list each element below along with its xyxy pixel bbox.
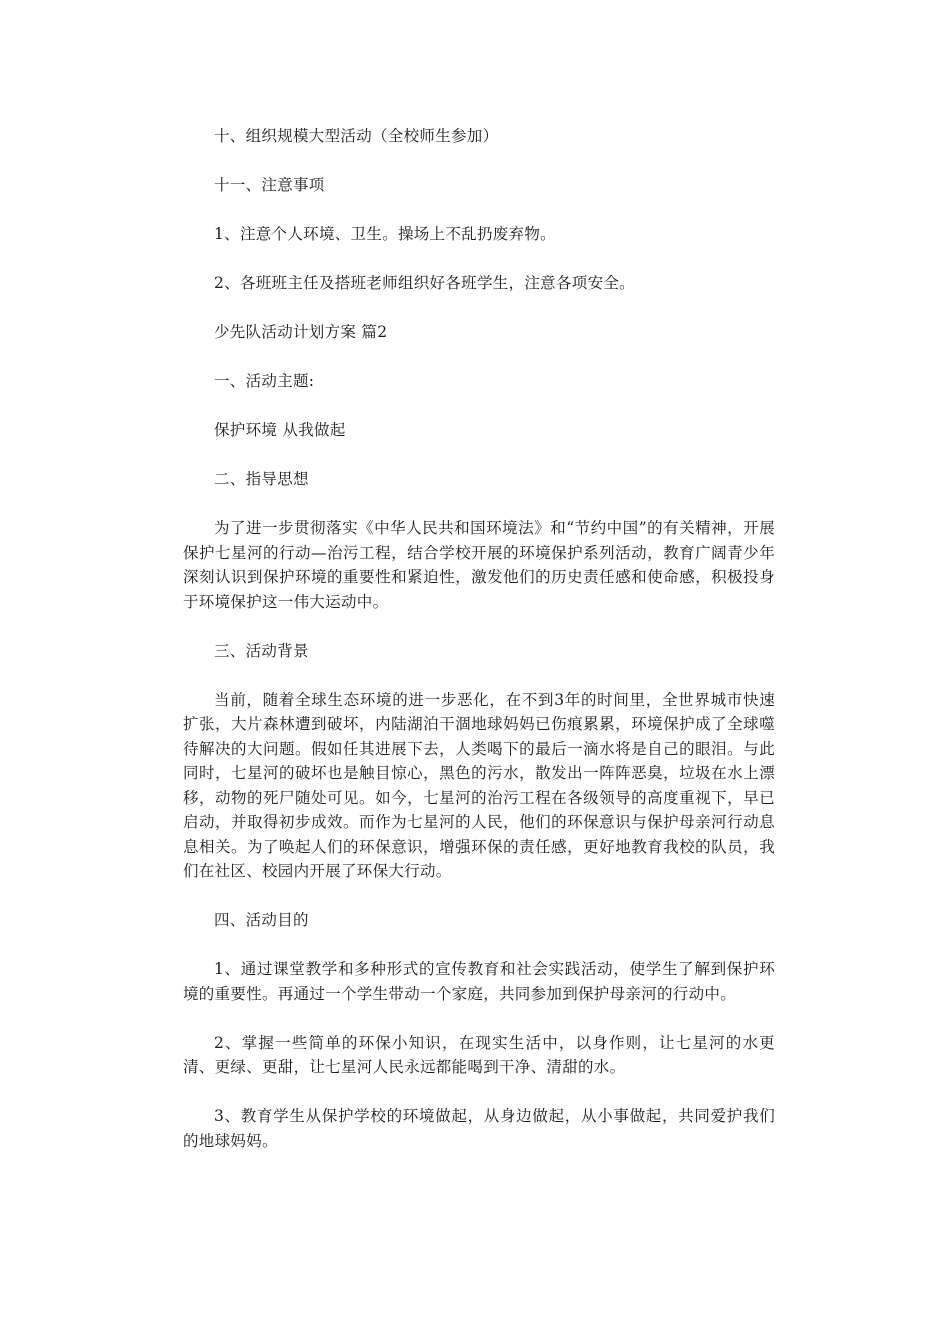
note-item-1: 1、注意个人环境、卫生。操场上不乱扔废弃物。 [214, 225, 556, 243]
purpose-item-2: 2、掌握一些简单的环保小知识，在现实生活中，以身作则，让七星河的水更清、更绿、更甜，让七星河人民永远都能喝到干净、清甜的水。 [183, 1033, 775, 1076]
heading-activity-theme: 一、活动主题: [214, 372, 315, 390]
heading-activity-purpose: 四、活动目的 [214, 911, 309, 929]
heading-activity-background: 三、活动背景 [214, 641, 309, 660]
purpose-item-1: 1、通过课堂教学和多种形式的宣传教育和社会实践活动，使学生了解到保护环境的重要性。再通过一个学生带动一个家庭，共同参加到保护母亲河的行动中。 [183, 960, 775, 1003]
heading-section-11: 十一、注意事项 [214, 176, 325, 194]
activity-background-text: 当前，随着全球生态环境的进一步恶化，在不到3年的时间里，全世界城市快速扩张，大片森林遭到破坏，内陆湖泊干涸地球妈妈已伤痕累累，环境保护成了全球噬待解决的大问题。假如任其进展下去，人类喝下的最后一滴水将是自己的眼泪。与此同时，七星河的破坏也是触目惊心，黑色的污水，散发出一阵阵恶臭，垃圾在水上漂移，动物的死尸随处可见。如今，七星河的治污工程在各级领导的高度重视下，早已启动，并取得初步成效。而作为七星河的人民，他们的环保意识与保护母亲河行动息息相关。为了唤起人们的环保意识，增强环保的责任感，更好地教育我校的队员，我们在社区、校园内开展了环保大行动。 [183, 690, 775, 880]
purpose-item-3: 3、教育学生从保护学校的环境做起，从身边做起，从小事做起，共同爱护我们的地球妈妈。 [183, 1107, 775, 1150]
note-item-2: 2、各班班主任及搭班老师组织好各班学生，注意各项安全。 [214, 274, 635, 292]
heading-guiding-ideology: 二、指导思想 [214, 470, 309, 488]
heading-section-10: 十、组织规模大型活动（全校师生参加） [214, 127, 499, 145]
plan-title-2: 少先队活动计划方案 篇2 [214, 323, 388, 341]
document-body [183, 124, 775, 1178]
activity-theme-text: 保护环境 从我做起 [214, 421, 346, 439]
guiding-ideology-text: 为了进一步贯彻落实《中华人民共和国环境法》和“节约中国”的有关精神，开展保护七星河的行动—治污工程，结合学校开展的环境保护系列活动，教育广阔青少年深刻认识到保护环境的重要性和紧迫性，激发他们的历史责任感和使命感，积极投身于环境保护这一伟大运动中。 [183, 519, 775, 611]
